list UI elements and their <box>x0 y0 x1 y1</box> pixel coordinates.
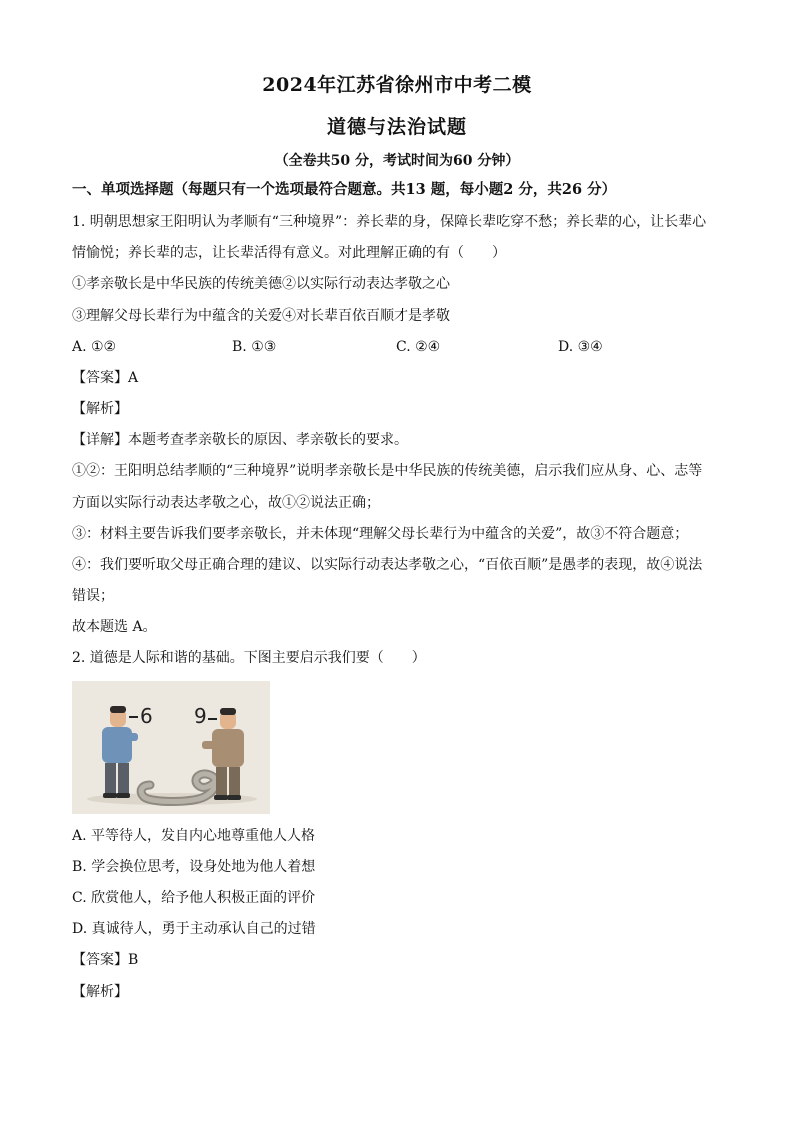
right-number-label: 9 <box>194 704 207 728</box>
q1-answer: 【答案】A <box>72 370 139 386</box>
exam-subtitle: 道德与法治试题 <box>326 116 467 138</box>
q1-options <box>72 337 724 357</box>
q2-option-b[interactable]: B. 学会换位思考，设身处地为他人着想 <box>72 859 316 875</box>
number-dispute-illustration <box>72 681 270 814</box>
q1-stem-line1: 1. 明朝思想家王阳明认为孝顺有“三种境界”：养长辈的身，保障长辈吃穿不愁；养长辈的心，让长辈心 <box>72 214 707 230</box>
q1-option-b[interactable]: B. ①③ <box>232 339 277 355</box>
section-heading: 一、单项选择题（每题只有一个选项最符合题意。共13 题，每小题2 分，共26 分） <box>72 181 617 198</box>
q1-conclusion: 故本题选 A。 <box>72 619 157 635</box>
q1-detail-line1: 【详解】本题考查孝亲敬长的原因、孝亲敬长的要求。 <box>72 432 408 448</box>
q2-answer: 【答案】B <box>72 952 139 968</box>
q2-option-a[interactable]: A. 平等待人，发自内心地尊重他人人格 <box>72 828 316 844</box>
q1-option-d[interactable]: D. ③④ <box>558 339 603 355</box>
q2-stem: 2. 道德是人际和谐的基础。下图主要启示我们要（ ） <box>72 650 426 666</box>
q1-stem-line2: 情愉悦；养长辈的志，让长辈活得有意义。对此理解正确的有（ ） <box>72 245 506 261</box>
left-number-label: 6 <box>140 704 153 728</box>
q1-option-a[interactable]: A. ①② <box>72 339 117 355</box>
q1-detail-line5: ④：我们要听取父母正确合理的建议、以实际行动表达孝敬之心，“百依百顺”是愚孝的表现，故④说法 <box>72 557 703 573</box>
q1-detail-line6: 错误； <box>72 588 114 604</box>
q1-statement-line2: ③理解父母长辈行为中蕴含的关爱④对长辈百依百顺才是孝敬 <box>72 308 450 324</box>
q1-analysis-label: 【解析】 <box>72 401 128 417</box>
q1-detail-line3: 方面以实际行动表达孝敬之心，故①②说法正确； <box>72 495 380 511</box>
q2-illustration <box>72 681 270 814</box>
q2-option-c[interactable]: C. 欣赏他人，给予他人积极正面的评价 <box>72 890 316 906</box>
q1-detail-line4: ③：材料主要告诉我们要孝亲敬长，并未体现“理解父母长辈行为中蕴含的关爱”，故③不符合题意； <box>72 526 689 542</box>
q1-statement-line1: ①孝亲敬长是中华民族的传统美德②以实际行动表达孝敬之心 <box>72 276 450 292</box>
q2-option-d[interactable]: D. 真诚待人，勇于主动承认自己的过错 <box>72 921 316 937</box>
q2-analysis-label: 【解析】 <box>72 984 128 1000</box>
exam-title: 2024年江苏省徐州市中考二模 <box>262 74 532 96</box>
q1-option-c[interactable]: C. ②④ <box>396 339 441 355</box>
q1-detail-line2: ①②：王阳明总结孝顺的“三种境界”说明孝亲敬长是中华民族的传统美德，启示我们应从身、心、志等 <box>72 463 703 479</box>
exam-info: （全卷共50 分，考试时间为60 分钟） <box>274 153 520 169</box>
